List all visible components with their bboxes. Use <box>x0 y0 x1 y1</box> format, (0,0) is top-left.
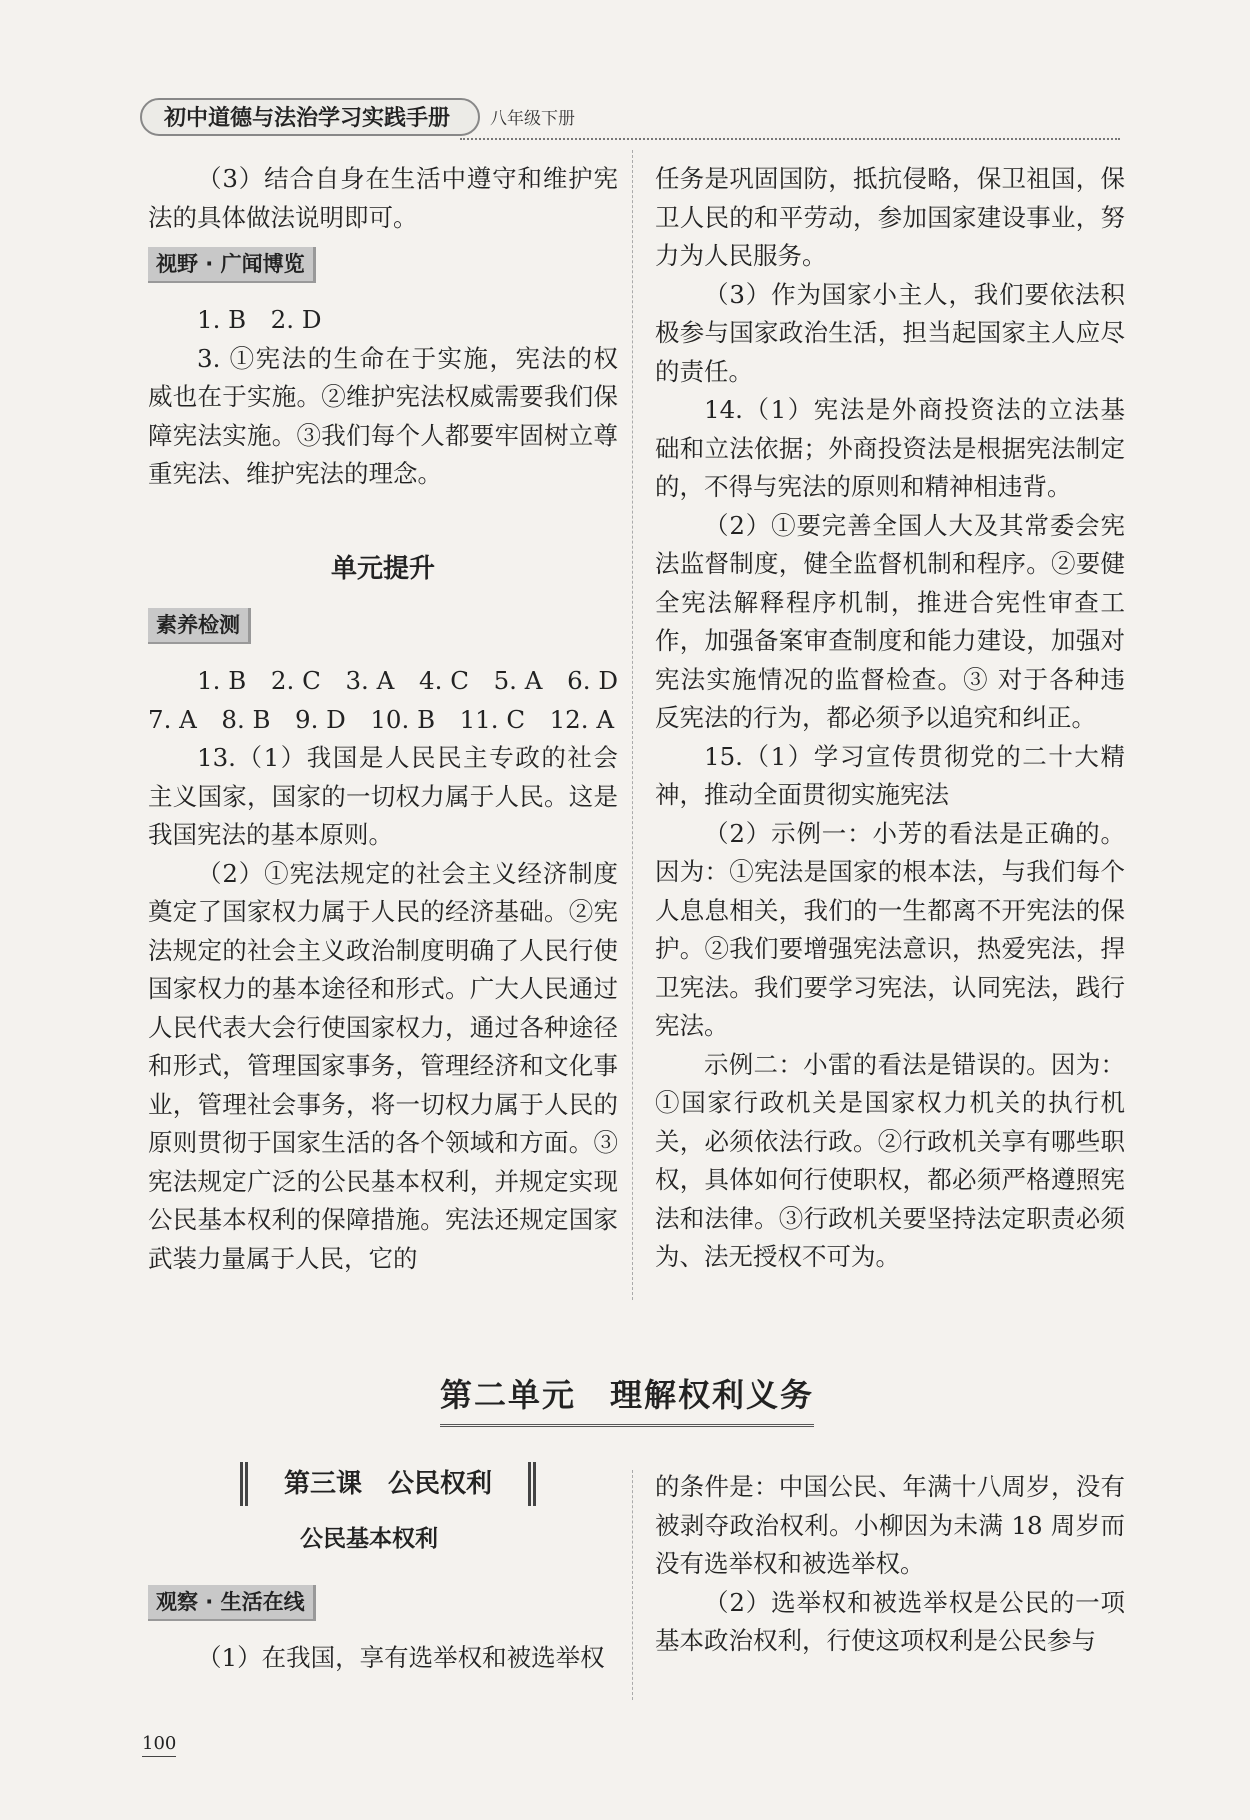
unit-review-heading: 单元提升 <box>330 553 435 584</box>
answer-paragraph: 的条件是：中国公民、年满十八周岁，没有被剥夺政治权利。小柳因为未满 18 周岁而没有选举权和被选举权。 <box>655 1472 1125 1578</box>
lesson-title: 第三课 公民权利 <box>240 1462 536 1506</box>
book-title: 初中道德与法治学习实践手册 <box>140 98 480 136</box>
grade-label: 八年级下册 <box>490 109 575 129</box>
header-rule <box>460 138 1120 140</box>
answer-paragraph: 15.（1）学习宣传贯彻党的二十大精神，推动全面贯彻实施宪法 <box>655 741 1125 809</box>
running-header <box>140 98 1120 140</box>
page-number: 100 <box>142 1733 176 1757</box>
answer-paragraph: 13.（1）我国是人民民主专政的社会主义国家，国家的一切权力属于人民。这是我国宪法的基本原则。 <box>148 743 618 849</box>
answer-paragraph: 3. ①宪法的生命在于实施，宪法的权威也在于实施。②维护宪法权威需要我们保障宪法实施。③我们每个人都要牢固树立尊重宪法、维护宪法的理念。 <box>148 343 618 488</box>
right-column-top <box>655 160 1125 1277</box>
answer-paragraph: 任务是巩固国防，抵抗侵略，保卫祖国，保卫人民的和平劳动，参加国家建设事业，努力为人民服务。 <box>655 164 1125 270</box>
column-divider <box>632 1470 633 1700</box>
answer-paragraph: 14.（1）宪法是外商投资法的立法基础和立法依据；外商投资法是根据宪法制定的，不得与宪法的原则和精神相违背。 <box>655 395 1125 501</box>
answer-paragraph: （1）在我国，享有选举权和被选举权 <box>197 1643 605 1672</box>
unit-title: 第二单元 理解权利义务 <box>440 1370 814 1427</box>
answer-paragraph: （2）示例一：小芳的看法是正确的。因为：①宪法是国家的根本法，与我们每个人息息相关，我们的一生都离不开宪法的保护。②我们要增强宪法意识，热爱宪法，捍卫宪法。我们要学习宪法，认同宪法，践行宪法。 <box>655 818 1125 1040</box>
answer-paragraph: （2）①宪法规定的社会主义经济制度奠定了国家权力属于人民的经济基础。②宪法规定的社会主义政治制度明确了人民行使国家权力的基本途径和形式。广大人民通过人民代表大会行使国家权力，通过各种途径和形式，管理国家事务，管理经济和文化事业，管理社会事务，将一切权力属于人民的原则贯彻于国家生活的各个领域和方面。③宪法规定广泛的公民基本权利，并规定实现公民基本权利的保障措施。宪法还规定国家武装力量属于人民，它的 <box>148 858 618 1273</box>
right-column-bottom <box>655 1468 1125 1661</box>
section-heading: 素养检测 <box>148 608 251 644</box>
column-divider <box>632 150 633 1300</box>
left-column-bottom <box>148 1582 618 1678</box>
answer-paragraph: （2）选举权和被选举权是公民的一项基本政治权利，行使这项权利是公民参与 <box>655 1587 1125 1655</box>
answer-paragraph: 示例二：小雷的看法是错误的。因为：①国家行政机关是国家权力机关的执行机关，必须依法行政。②行政机关享有哪些职权，具体如何行使职权，都必须严格遵照宪法和法律。③行政机关要坚持法定职责必须为、法无授权不可为。 <box>655 1049 1125 1271</box>
answer-paragraph: （3）作为国家小主人，我们要依法积极参与国家政治生活，担当起国家主人应尽的责任。 <box>655 279 1125 386</box>
answer-paragraph: （3）结合自身在生活中遵守和维护宪法的具体做法说明即可。 <box>148 164 618 232</box>
answer-paragraph: 1. B 2. C 3. A 4. C 5. A 6. D 7. A 8. B 9. D 10. B 11. C 12. A <box>148 666 643 734</box>
answer-paragraph: （2）①要完善全国人大及其常委会宪法监督制度，健全监督机制和程序。②要健全宪法解释程序机制，推进合宪性审查工作，加强备案审查制度和能力建设，加强对宪法实施情况的监督检查。③ 对于各种违反宪法的行为，都必须予以追究和纠正。 <box>655 510 1125 732</box>
section-heading: 视野 · 广闻博览 <box>148 247 316 283</box>
left-column-top <box>148 160 643 1278</box>
section-heading: 观察 · 生活在线 <box>148 1585 316 1621</box>
answer-paragraph: 1. B 2. D <box>197 305 322 334</box>
topic-title: 公民基本权利 <box>300 1526 438 1552</box>
